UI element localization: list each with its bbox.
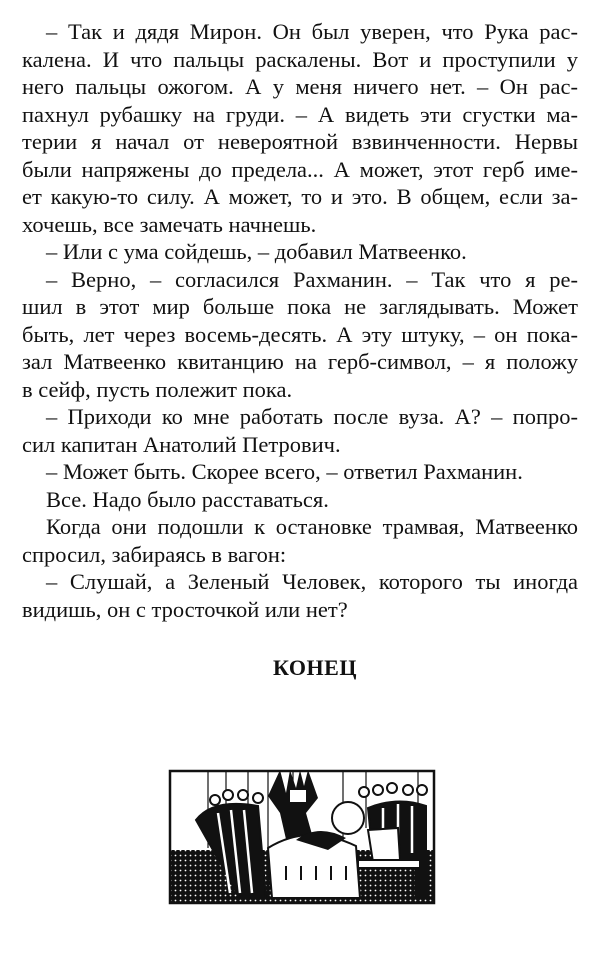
text-line: – Может быть. Скорее всего, – ответил Рахманин.	[46, 459, 523, 484]
text-line: были напряжены до предела... А может, этот герб име-	[22, 156, 578, 182]
text-line: ет какую-то силу. А может, то и это. В общем, если за-	[22, 184, 578, 209]
text-line: Все. Надо было расставаться.	[46, 486, 329, 512]
text-line: Когда они подошли к остановке трамвая, Матвеенко	[46, 514, 578, 539]
text-line: в сейф, пусть полежит пока.	[22, 376, 293, 402]
text-line: хочешь, все замечать начнешь.	[22, 211, 317, 237]
text-line: спросил, забираясь в вагон:	[22, 541, 287, 567]
text-line: – Верно, – согласился Рахманин. – Так что я ре-	[46, 266, 578, 292]
text-line: видишь, он с тросточкой или нет?	[22, 596, 348, 622]
text-line: терии я начал от невероятной взвинченности. Нервы	[22, 129, 578, 154]
body-text	[22, 18, 578, 623]
illustration-bedroom	[168, 768, 438, 908]
text-line: калена. И что пальцы раскалены. Вот и проступили у	[22, 46, 578, 72]
text-line: него пальцы ожогом. А у меня ничего нет. – Он рас-	[22, 74, 578, 99]
text-line: – Или с ума сойдешь, – добавил Матвеенко.	[46, 239, 467, 264]
text-line: сил капитан Анатолий Петрович.	[22, 431, 341, 457]
text-line: шил в этот мир больше пока не заглядывать. Может	[22, 294, 578, 319]
text-line: – Приходи ко мне работать после вуза. А? – попро-	[46, 404, 578, 429]
text-line: пахнул рубашку на груди. – А видеть эти сгустки ма-	[22, 101, 578, 127]
text-line: быть, лет через восемь-десять. А эту штуку, – он пока-	[22, 321, 578, 347]
text-line: – Слушай, а Зеленый Человек, которого ты иногда	[46, 569, 578, 594]
text-line: зал Матвеенко квитанцию на герб-символ, – я положу	[22, 349, 578, 374]
text-line: – Так и дядя Мирон. Он был уверен, что Рука рас-	[46, 19, 578, 44]
ending-heading: КОНЕЦ	[273, 655, 357, 680]
